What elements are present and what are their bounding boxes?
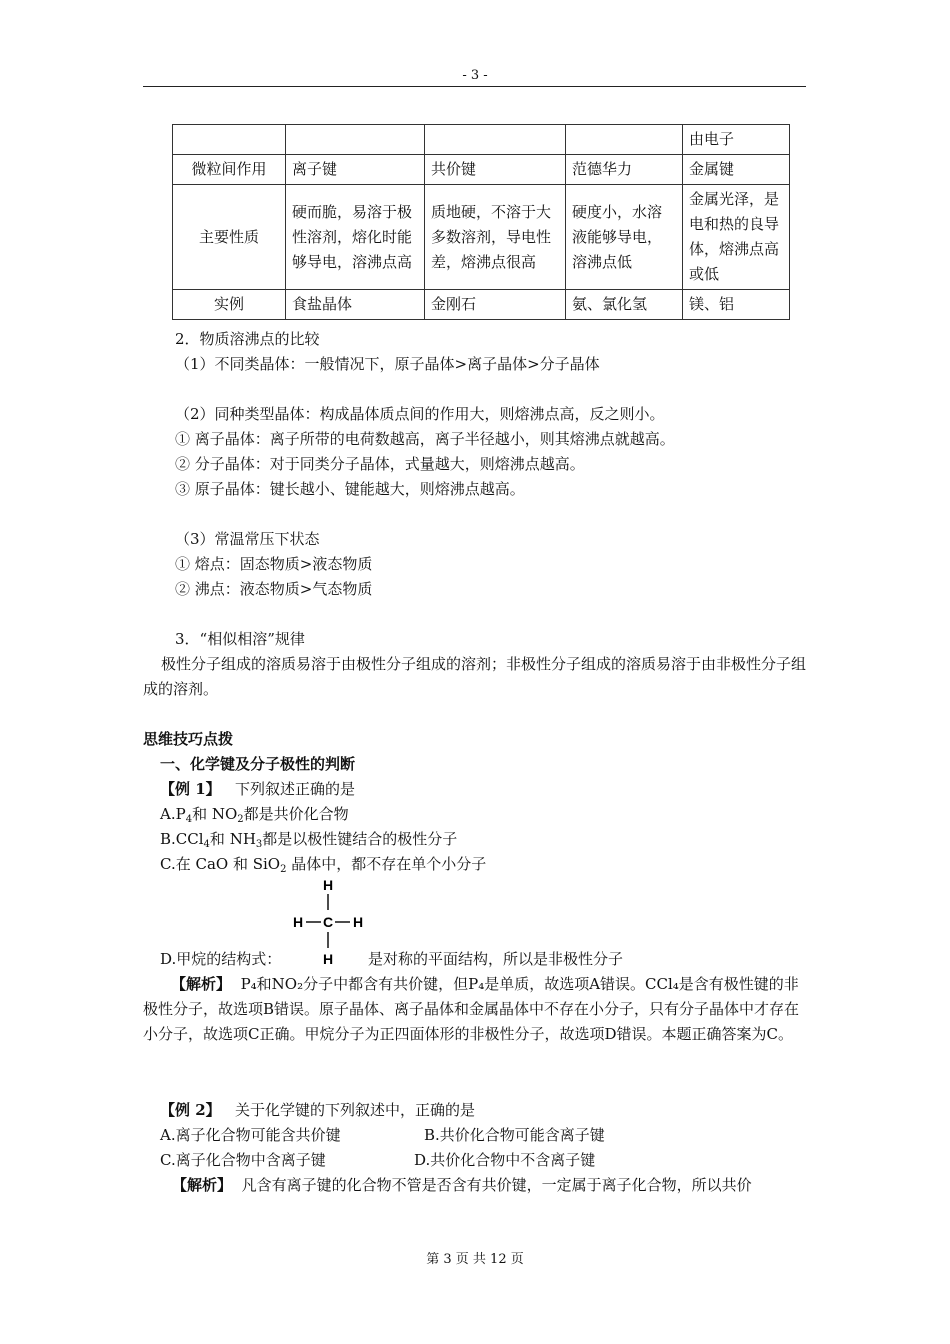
example-label: 【例 2】 <box>160 1101 221 1119</box>
crystal-properties-table <box>172 124 790 320</box>
table-cell: 食盐晶体 <box>286 290 425 320</box>
list-item: ③ 原子晶体：键长越小、键能越大，则熔沸点越高。 <box>175 480 525 498</box>
section-title: 3．“相似相溶”规律 <box>175 630 305 648</box>
table-cell <box>286 125 425 155</box>
table-cell: 硬度小，水溶液能够导电，溶沸点低 <box>566 185 683 290</box>
table-row <box>173 125 790 155</box>
list-item: ① 熔点：固态物质>液态物质 <box>175 555 373 573</box>
table-cell: 金刚石 <box>425 290 566 320</box>
analysis-paragraph <box>172 1173 752 1198</box>
table-cell: 微粒间作用 <box>173 155 286 185</box>
atom-h-top: H <box>322 877 334 893</box>
table-cell <box>173 125 286 155</box>
option-c: C.在 CaO 和 SiO$_2$ 晶体中，都不存在单个小分子 <box>160 855 487 875</box>
table-cell: 离子键 <box>286 155 425 185</box>
methane-structure-diagram <box>288 876 368 972</box>
analysis-label: 【解析】 <box>172 1176 233 1194</box>
table-cell: 硬而脆，易溶于极性溶剂，熔化时能够导电，溶沸点高 <box>286 185 425 290</box>
section-heading: 思维技巧点拨 <box>143 730 234 748</box>
subsection-heading: 一、化学键及分子极性的判断 <box>160 755 356 773</box>
header-rule <box>143 86 806 87</box>
atom-h-right: H <box>352 914 364 930</box>
option-d-suffix: 是对称的平面结构，所以是非极性分子 <box>368 950 624 968</box>
page-number-header: - 3 - <box>462 68 488 83</box>
option-d-prefix: D.甲烷的结构式： <box>160 950 282 968</box>
option-b: B.CCl$_4$和 $NH_3$都是以极性键结合的极性分子 <box>160 830 458 850</box>
analysis-label: 【解析】 <box>171 975 232 993</box>
option-b: B.共价化合物可能含离子键 <box>424 1126 605 1144</box>
table-cell: 镁、铝 <box>683 290 790 320</box>
list-item: ② 分子晶体：对于同类分子晶体，式量越大，则熔沸点越高。 <box>175 455 585 473</box>
option-d: D.共价化合物中不含离子键 <box>414 1151 596 1169</box>
analysis-text: 凡含有离子键的化合物不管是否含有共价键，一定属于离子化合物，所以共价 <box>241 1176 752 1194</box>
analysis-paragraph <box>143 972 808 1047</box>
paragraph: 极性分子组成的溶质易溶于由极性分子组成的溶剂；非极性分子组成的溶质易溶于由非极性分子组成的溶剂。 <box>143 655 807 698</box>
table-cell: 共价键 <box>425 155 566 185</box>
list-item: ① 离子晶体：离子所带的电荷数越高，离子半径越小，则其熔沸点就越高。 <box>175 430 675 448</box>
option-c: C.离子化合物中含离子键 <box>160 1151 326 1169</box>
table-row <box>173 155 790 185</box>
table-cell: 范德华力 <box>566 155 683 185</box>
example-question: 关于化学键的下列叙述中，正确的是 <box>234 1101 475 1119</box>
table-cell: 氨、氯化氢 <box>566 290 683 320</box>
table-row <box>173 185 790 290</box>
paragraph: （1）不同类晶体：一般情况下，原子晶体>离子晶体>分子晶体 <box>175 355 600 373</box>
atom-h-left: H <box>292 914 304 930</box>
example-label: 【例 1】 <box>160 780 221 798</box>
example-question: 下列叙述正确的是 <box>234 780 355 798</box>
paragraph: （2）同种类型晶体：构成晶体质点间的作用大，则熔沸点高，反之则小。 <box>175 405 665 423</box>
page-footer: 第 3 页 共 12 页 <box>426 1252 524 1267</box>
example-stem <box>160 777 355 802</box>
atom-c-center: C <box>322 914 334 930</box>
table-cell: 由电子 <box>683 125 790 155</box>
option-a: $A.P_4$和 $NO_2$都是共价化合物 <box>160 805 349 825</box>
section-title: 2．物质溶沸点的比较 <box>175 330 320 348</box>
table-cell <box>425 125 566 155</box>
paragraph: （3）常温常压下状态 <box>175 530 320 548</box>
atom-h-bottom: H <box>322 951 334 967</box>
table-cell: 质地硬，不溶于大多数溶剂，导电性差，熔沸点很高 <box>425 185 566 290</box>
table-cell: 主要性质 <box>173 185 286 290</box>
example-stem <box>160 1098 475 1123</box>
list-item: ② 沸点：液态物质>气态物质 <box>175 580 373 598</box>
table-row <box>173 290 790 320</box>
table-cell: 金属光泽，是电和热的良导体，熔沸点高或低 <box>683 185 790 290</box>
analysis-text: P₄和NO₂分子中都含有共价键，但P₄是单质，故选项A错误。CCl₄是含有极性键的非极性分子，故选项B错误。原子晶体、离子晶体和金属晶体中不存在小分子，只有分子晶体中才存在小分子，故选项C正确。甲烷分子为正四面体形的非极性分子，故选项D错误。本题正确答案为C。 <box>143 975 800 1043</box>
table-cell: 金属键 <box>683 155 790 185</box>
option-a: A.离子化合物可能含共价键 <box>160 1126 341 1144</box>
table-cell <box>566 125 683 155</box>
table-cell: 实例 <box>173 290 286 320</box>
